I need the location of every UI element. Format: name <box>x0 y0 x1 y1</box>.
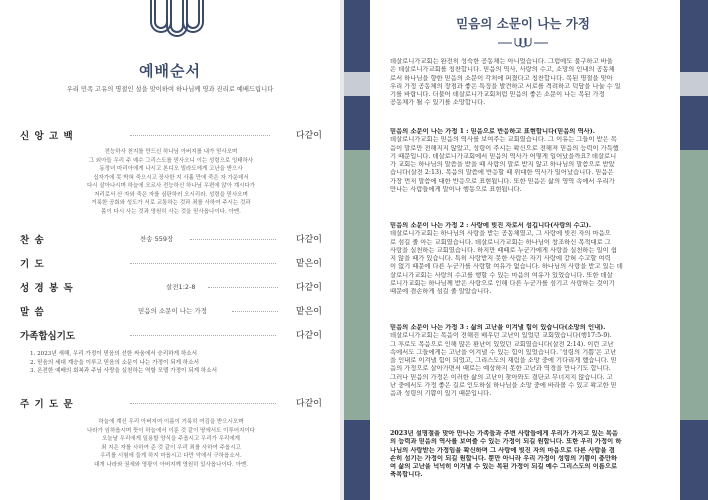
order-item-scripture: 성 경 봉 독 살전1:2-8 다같이 <box>20 283 322 294</box>
worship-intro: 우리 민족 고유의 명절인 설을 맞이하여 하나님께 영과 진리로 예배드립니다 <box>66 86 274 93</box>
sermon-closing: 2023년 설명절을 맞아 만나는 가족들과 주변 사람들에게 우리가 가지고 있는 복음 의 능력과 믿음의 역사를 보여줄 수 있는 가정이 되길 원합니다. 또한 우리 가정이 하 나님의 사랑받는 가정임을 확신하며 그 사랑에 빚진 자의 마음으로 다른 사람을 겸 손히 섬기는 가정이 되길 원합니다. 뿐만 아니라 우리 가정이 성령의 기쁨이 충만하 여 삶의 고난을 넉넉히 이겨낼 수 있는 복된 가정이 되길 예수 그리스도의 이름으로 축복합니다. <box>390 430 622 479</box>
sermon-section-2: 믿음의 소문이 나는 가정 2 : 사랑에 빚진 자로서 섬깁니다(사랑의 수고). 데살로니가교회는 하나님의 사랑을 받는 공동체였고, 그 사랑에 빚진 자의 마음으 로 섬길 줄 아는 교회였습니다. 데살로니가교회는 하나님이 창조하신 목적대로 그 사랑을 실천하는 교회였습니다. 하지만 때때로 누군가에게 사랑을 실천하는 일이 쉽 지 않을 때가 있습니다. 특히 사랑받지 못한 사람은 자기 사랑에 갇혀 수고할 여력 이 없기 때문에 다른 누군가를 사랑할 여유가 없습니다. 하나님의 사랑을 받고 있는 데 살로니가교회는 사랑의 수고를 행할 수 있는 마음의 여유가 있었습니다. 또한 데살 로니가교회는 하나님께 받은 사랑으로 인해 다른 누군가를 섬기고 사랑하는 것이기 때문에 겸손하게 섬길 줄 알았습니다. <box>390 222 660 297</box>
worship-order-title: 예배순서 <box>139 62 201 80</box>
right-edge-stripe <box>680 0 708 500</box>
arch-ornament-icon <box>498 38 548 48</box>
right-page <box>378 0 668 500</box>
sermon-heading: 믿음의 소문이 나는 가정 <box>456 16 590 31</box>
dotted-leader <box>130 135 270 136</box>
section-heading: 믿음의 소문이 나는 가정 3 : 삶의 고난을 이겨낼 힘이 있습니다(소망의 인내). <box>390 324 606 331</box>
sermon-section-3: 믿음의 소문이 나는 가정 3 : 삶의 고난을 이겨낼 힘이 있습니다(소망의 인내). 데살로니가교회는 복음이 전해진 배우던 고난이 있었던 교회였습니다(행17:5-9). 그 후로도 복음으로 인해 많은 환난이 있었던 교회였습니다(살전 2:14). 이런 고난 속에서도 그들에게는 고난을 이겨낼 수 있는 힘이 있었습니다. '성령의 기쁨'은 고난 을 인내로 이겨낼 힘이 되었고, 그리스도의 재림을 소망 중에 기다리게 했습니다. 믿 음의 가정으로 살아가면서 때로는 예상하지 못한 고난과 역경을 만나기도 합니다. 그러나 믿음의 가정은 이러한 삶의 고난이 찾아와도 결단코 무너지지 않습니다. 고 난 중에서도 가정 좋은 길로 인도하실 하나님을 소망 중에 바라볼 수 있고 확고한 믿 음과 성령의 기쁨이 있기 때문입니다. <box>390 324 660 399</box>
left-divider-stripe <box>344 0 370 500</box>
order-item-family-prayer: 가족합심기도 다같이 <box>20 331 322 342</box>
hymn-number: 찬송 559장 <box>140 235 174 243</box>
scripture-reference: 살전1:2-8 <box>166 283 196 291</box>
lords-prayer: 하늘에 계신 우리 아버지여 이름이 거룩히 여김을 받으시오며 나라가 임하옵시며 뜻이 하늘에서 이룬 것 같이 땅에서도 이루어지이다 오늘날 우리에게 일용할 양식을 주옵시고 우리가 우리에게 죄 지은 자를 사하여 준 것 같이 우리 죄를 사하여 주옵시고 우리를 시험에 들게 하지 마옵시고 다만 악에서 구하옵소서. 대개 나라와 권세와 영광이 아버지께 영원히 있사옵나이다. 아멘. <box>86 419 256 468</box>
prayer-points: 1. 2023년 새해, 우리 가정이 믿음의 선한 싸움에서 승리하게 하소서 2. 믿음의 세대 계승을 이루고 믿음의 소문이 나는 가정이 되게 하소서 3. 온전한 예배의 회복과 주님 사랑을 실천하는 역할 모델 가정이 되게 하소서 <box>30 351 218 374</box>
order-item-lords-prayer: 주 기 도 문 다같이 <box>20 399 322 410</box>
left-page <box>0 0 340 500</box>
sermon-title: 믿음의 소문이 나는 가정 <box>138 307 207 315</box>
order-item-creed <box>20 128 322 142</box>
order-item-sermon: 말 씀 믿음의 소문이 나는 가정 맡은이 <box>20 307 322 318</box>
order-leader: 다같이 <box>295 131 322 141</box>
sermon-section-1: 믿음의 소문이 나는 가정 1 : 믿음으로 반응하고 표현합니다(믿음의 역사). 데살로니가교회는 믿음의 역사를 보여주는 교회였습니다. 그 이유는 그들이 받은 복 음이 말로만 전해지지 않았고, 성령이 주시는 확신으로 전해져 믿음의 능력이 가득했 기 때문입니다. 데살로니가교회에서 믿음의 역사가 어떻게 일어났을까요? 데살로니 가 교회는 하나님의 말씀을 받을 때 사람의 말로 받지 않고 하나님의 말씀으로 받았 습니다(살전 2:13). 복음의 말씀에 반응할 때 위대한 역사가 일어났습니다. 믿음은 가장 먼저 말씀에 대한 반응으로 표현됩니다. 또한 믿음은 삶의 영역 속에서 우리가 만나는 사람들에게 말이나 행동으로 표현됩니다. <box>390 128 660 194</box>
order-item-prayer: 기 도 맡은이 <box>20 259 322 270</box>
arch-logo-icon <box>145 0 209 40</box>
order-item-hymn: 찬 송 찬송 559장 다같이 <box>20 235 322 246</box>
order-label: 신 앙 고 백 <box>20 131 74 142</box>
section-heading: 믿음의 소문이 나는 가정 1 : 믿음으로 반응하고 표현합니다(믿음의 역사). <box>390 128 595 135</box>
apostles-creed: 전능하사 천지를 만드신 하나님 아버지를 내가 믿사오며 그 외아들 우리 주 예수 그리스도를 믿사오니 이는 성령으로 잉태하사 동정녀 마리아에게 나시고 본디오 빌라도에게 고난을 받으사 십자가에 못 박혀 죽으시고 장사한 지 사흘 만에 죽은 자 가운데서 다시 살아나시며 하늘에 오르사 전능하신 하나님 우편에 앉아 계시다가 저리로서 산 자와 죽은 자를 심판하러 오시리라. 성령을 믿사오며 거룩한 공회와 성도가 서로 교통하는 것과 죄를 사하여 주시는 것과 몸이 다시 사는 것과 영원히 사는 것을 믿사옵나이다. 아멘. <box>86 149 256 215</box>
section-heading: 믿음의 소문이 나는 가정 2 : 사랑에 빚진 자로서 섬깁니다(사랑의 수고). <box>390 222 592 229</box>
sermon-intro: 데살로니가교회는 완전히 성숙한 공동체는 아니었습니다. 그럼에도 불구하고 바울 은 데살로니가교회를 칭찬합니다. 믿음의 역사, 사랑의 수고, 소망의 인내의 공동체 로서 하나님을 향한 믿음의 소문이 각처에 퍼졌다고 칭찬합니다. 복된 명절을 맞아 우리 가정 공동체의 장점과 좋은 특징을 발견하고 서로를 격려하고 덕담을 나눌 수 있 기를 바랍니다. 더불어 데살로니가교회처럼 믿음의 좋은 소문이 나는 복된 가정 공동체가 될 수 있기를 소망합니다. <box>390 58 621 107</box>
